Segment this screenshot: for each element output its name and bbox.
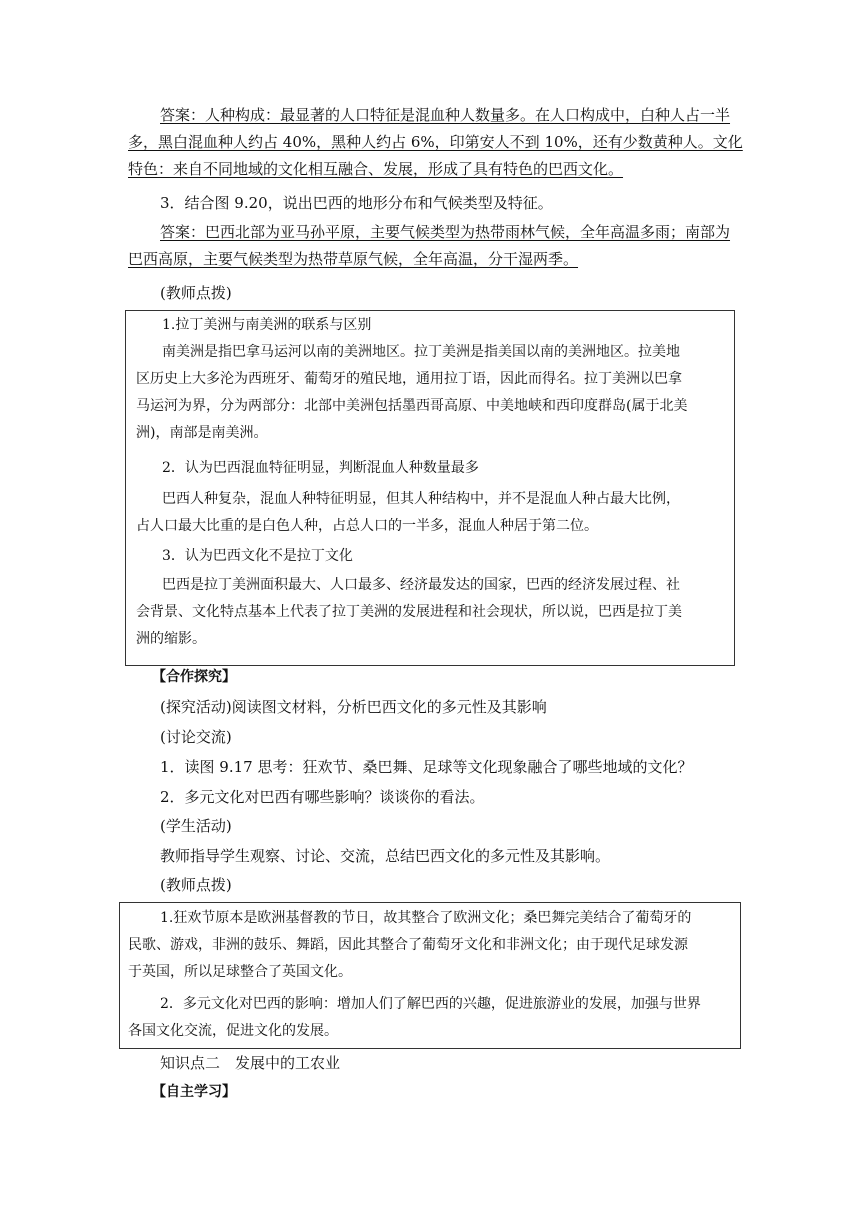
box1-para-3-line-1: 巴西是拉丁美洲面积最大、人口最多、经济最发达的国家，巴西的经济发展过程、社: [162, 577, 680, 593]
box1-para-3-line-3: 洲的缩影。: [136, 631, 206, 647]
question-3: 3．结合图 9.20，说出巴西的地形分布和气候类型及特征。: [160, 194, 553, 212]
teacher-tip-label-1: (教师点拨): [160, 284, 232, 302]
box1-heading-1: 1.拉丁美洲与南美洲的联系与区别: [162, 317, 372, 333]
box1-para-1-line-1: 南美洲是指巴拿马运河以南的美洲地区。拉丁美洲是指美国以南的美洲地区。拉美地: [162, 344, 680, 360]
box2-para-1-line-3: 于英国，所以足球整合了英国文化。: [128, 964, 352, 980]
cooperation-heading: 【合作探究】: [152, 669, 236, 685]
discussion-label: (讨论交流): [160, 728, 232, 746]
box1-para-1-line-4: 洲)，南部是南美洲。: [136, 425, 268, 441]
self-study-heading: 【自主学习】: [152, 1084, 236, 1100]
box1-para-2-line-2: 占人口最大比重的是白色人种，占总人口的一半多，混血人种居于第二位。: [136, 518, 598, 534]
box1-heading-3: 3．认为巴西文化不是拉丁文化: [162, 548, 353, 564]
box1-heading-2: 2．认为巴西混血特征明显，判断混血人种数量最多: [162, 460, 479, 476]
answer-1-line-3: 特色：来自不同地域的文化相互融合、发展，形成了具有特色的巴西文化。: [128, 160, 624, 178]
box1-para-1-line-2: 区历史上大多沦为西班牙、葡萄牙的殖民地，通用拉丁语，因此而得名。拉丁美洲以巴拿: [136, 371, 682, 387]
student-activity-label: (学生活动): [160, 817, 232, 835]
discussion-question-2: 2．多元文化对巴西有哪些影响？谈谈你的看法。: [160, 788, 485, 806]
knowledge-point-2-title: 知识点二 发展中的工农业: [160, 1054, 341, 1072]
activity-line: (探究活动)阅读图文材料，分析巴西文化的多元性及其影响: [160, 698, 547, 716]
answer-3-line-2: 巴西高原，主要气候类型为热带草原气候，全年高温，分干湿两季。: [128, 250, 579, 268]
answer-3-line-1: 答案：巴西北部为亚马孙平原，主要气候类型为热带雨林气候，全年高温多雨；南部为: [160, 223, 731, 241]
box2-para-2-line-2: 各国文化交流，促进文化的发展。: [128, 1023, 338, 1039]
teacher-tip-label-2: (教师点拨): [160, 876, 232, 894]
box1-para-3-line-2: 会背景、文化特点基本上代表了拉丁美洲的发展进程和社会现状，所以说，巴西是拉丁美: [136, 604, 682, 620]
box2-para-1-line-2: 民歌、游戏，非洲的鼓乐、舞蹈，因此其整合了葡萄牙文化和非洲文化；由于现代足球发源: [128, 937, 688, 953]
answer-1-line-2: 多，黑白混血种人约占 40%，黑种人约占 6%，印第安人不到 10%，还有少数黄种人。文化: [128, 133, 743, 151]
box2-para-1-line-1: 1.狂欢节原本是欧洲基督教的节日，故其整合了欧洲文化；桑巴舞完美结合了葡萄牙的: [160, 910, 692, 926]
box2-para-2-line-1: 2．多元文化对巴西的影响：增加人们了解巴西的兴趣，促进旅游业的发展，加强与世界: [160, 996, 701, 1012]
answer-1-line-1: 答案：人种构成：最显著的人口特征是混血种人数量多。在人口构成中，白种人占一半: [160, 106, 731, 124]
student-activity-text: 教师指导学生观察、讨论、交流，总结巴西文化的多元性及其影响。: [160, 847, 611, 865]
box1-para-1-line-3: 马运河为界，分为两部分：北部中美洲包括墨西哥高原、中美地峡和西印度群岛(属于北美: [136, 398, 688, 414]
discussion-question-1: 1．读图 9.17 思考：狂欢节、桑巴舞、足球等文化现象融合了哪些地域的文化？: [160, 758, 693, 776]
box1-para-2-line-1: 巴西人种复杂，混血人种特征明显，但其人种结构中，并不是混血人种占最大比例，: [162, 491, 680, 507]
